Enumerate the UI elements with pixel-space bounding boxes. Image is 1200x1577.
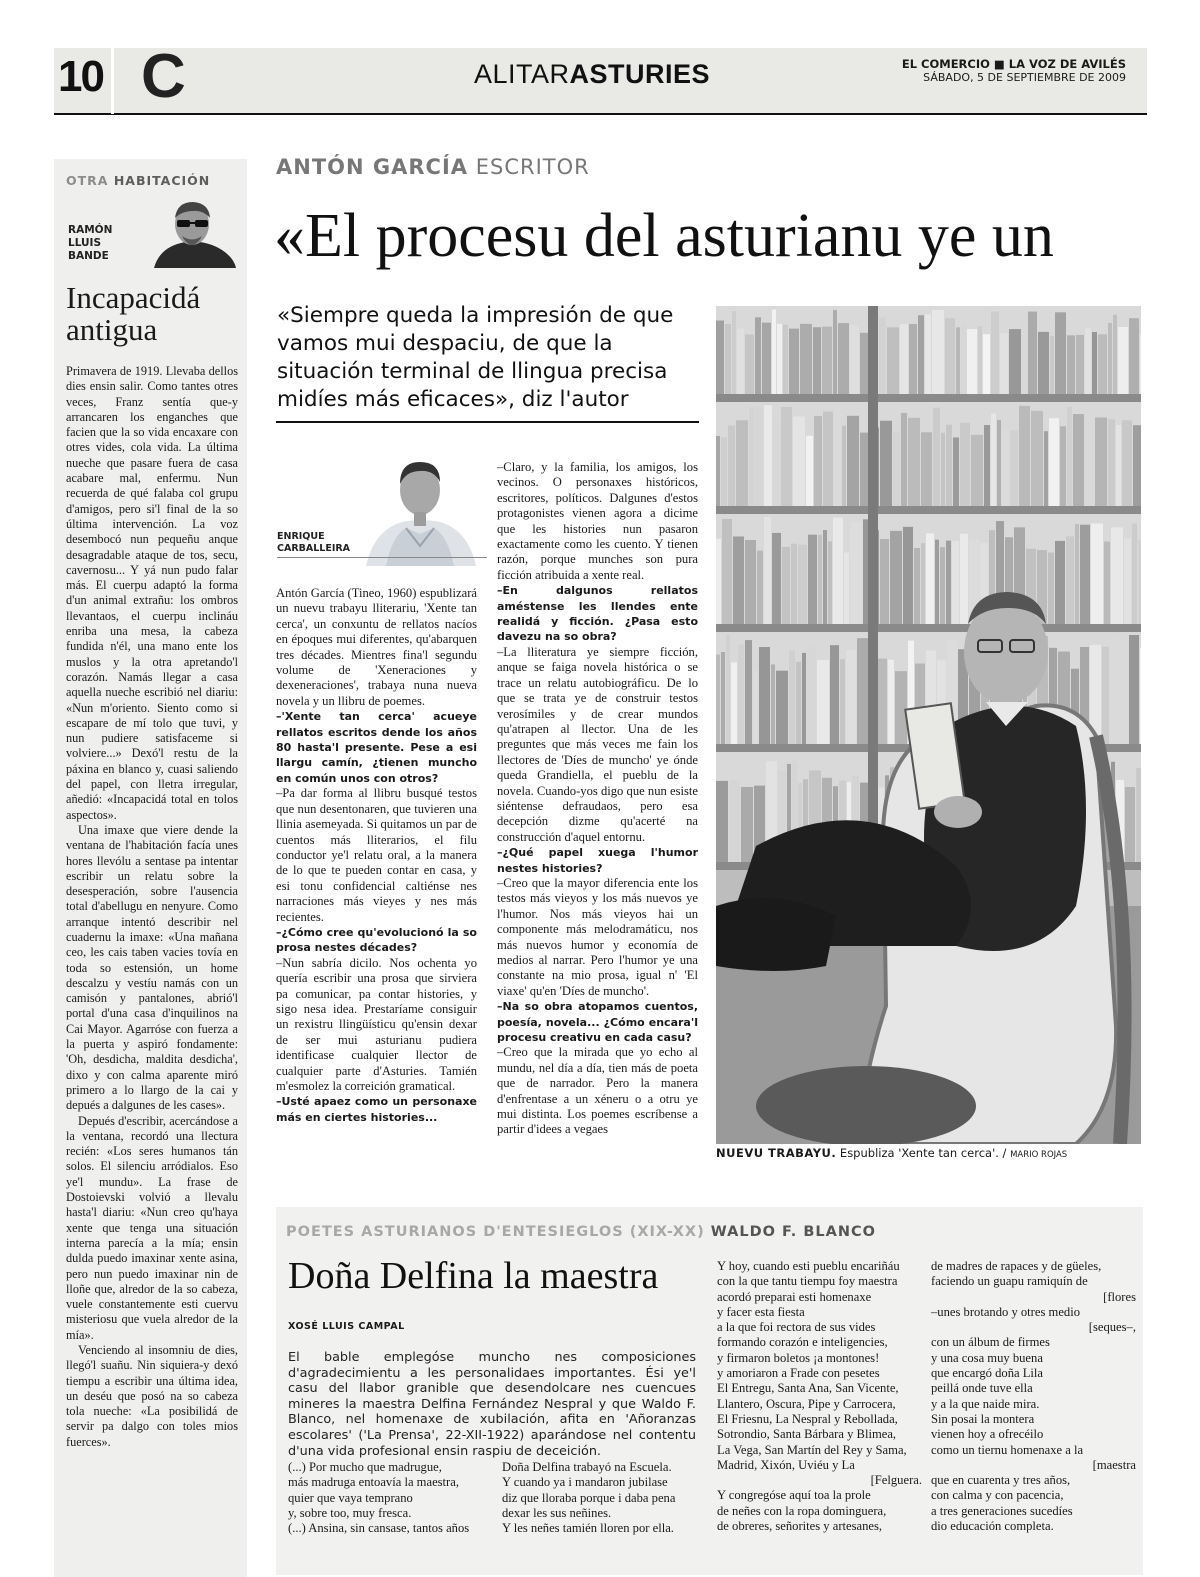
book-spine bbox=[777, 324, 782, 394]
book-spine bbox=[741, 787, 753, 862]
book-spine bbox=[1009, 329, 1021, 394]
book-spine bbox=[921, 432, 932, 506]
poem-line: y a la que naide mira. bbox=[931, 1396, 1040, 1411]
poem-line: El Friesnu, La Nespral y Rebollada, bbox=[717, 1411, 898, 1426]
byline-line: CARBALLEIRA bbox=[277, 543, 351, 554]
book-spine bbox=[773, 421, 780, 506]
book-spine bbox=[1113, 315, 1117, 394]
poem-line: más madruga entoavía la maestra, bbox=[288, 1475, 459, 1490]
section-title bbox=[474, 58, 710, 90]
poem-line: con la que tantu tiempu foy maestra bbox=[717, 1274, 898, 1289]
column-title-line: Incapacidá bbox=[66, 280, 201, 315]
book-spine bbox=[1038, 332, 1049, 394]
book-spine bbox=[738, 644, 744, 744]
poem-line: dio educación completa. bbox=[931, 1519, 1054, 1534]
book-spine bbox=[991, 413, 996, 506]
column-paragraph: Depués d'escribir, acercándose a la ventana, recordó una llectura recién: «Los seres humanos tán solos. El silenciu arródialos. Eso ye'l mundu». La frase de Dostoievski volvió a llevalu hasta'l diariu: «Nun creo qu'haya xente que tenga una situación interna parecía a la mía; ensin dulda puedo imaxinar xente asina, pero nun puedo imaxinar nin de lloñe que, alredor de la so cabeza, vuele constantemente esti cuervu misteriosu que vuela alredor de la mía». bbox=[66, 1113, 238, 1342]
book-spine bbox=[1066, 536, 1074, 624]
book-spine bbox=[933, 408, 940, 506]
interview-subhead: «Siempre queda la impresión de que vamos mui despaciu, de que la situación terminal de llingua precisa midíes más eficaces», diz l'autor bbox=[277, 303, 674, 412]
book-spine bbox=[1104, 542, 1110, 624]
book-spine bbox=[772, 533, 781, 624]
column-body bbox=[66, 364, 238, 1450]
columnist-name-line: RAMÓN bbox=[68, 224, 113, 236]
interview-column-1 bbox=[276, 586, 477, 1125]
book-spine bbox=[1140, 648, 1141, 744]
column-title bbox=[66, 282, 200, 346]
book-spine bbox=[1122, 420, 1132, 506]
poem-kicker-light: POETES ASTURIANOS D'ENTESIEGLOS (XIX-XX) bbox=[286, 1224, 705, 1240]
poem-line: de neñes con la ropa dominguera, bbox=[717, 1503, 887, 1518]
book-spine bbox=[1049, 418, 1059, 506]
book-spine bbox=[822, 327, 832, 394]
book-spine bbox=[900, 324, 908, 394]
poem-line: (...) Por mucho que madrugue, bbox=[288, 1460, 442, 1474]
interview-question: –Na so obra atopamos cuentos, poesía, novela... ¿Cómo encara'l procesu creativu en cada casu? bbox=[497, 1000, 698, 1045]
interview-paragraph: –Pa dar forma al llibru busqué testos que nun desentonaren, que tuvieren una llinia asemeyada. Si quitamos un par de cuentos más lliterarios, el filu conductor ye'l relatu oral, a la manera de lo que te pueden contar en casa, y esi tonu confidencial caltiénse nes narraciones más vieyes y nes más recientes. bbox=[276, 786, 477, 924]
header-rule bbox=[54, 113, 1147, 115]
poem-line: –unes brotando y otres medio bbox=[931, 1304, 1080, 1319]
book-spine bbox=[1111, 527, 1123, 624]
poem-line: y una cosa muy buena bbox=[931, 1350, 1043, 1365]
page-number: 10 bbox=[58, 52, 103, 101]
book-spine bbox=[1108, 323, 1112, 394]
column-paragraph: Venciendo al insomniu de dies, llegó'l suañu. Nin siquiera-y dexó tiempu a escribir una última idea, un deséu que posó na so cabeza tola nueche: «La posibilidá de servir pa dalgo con toles mios fuerces». bbox=[66, 1343, 238, 1449]
poem-stanza-4 bbox=[931, 1259, 1136, 1534]
poem-line: y, sobre too, muy fresca. bbox=[288, 1505, 412, 1520]
book-spine bbox=[909, 324, 917, 394]
book-spine bbox=[1067, 407, 1072, 506]
byline-rule bbox=[277, 557, 487, 558]
book-spine bbox=[991, 311, 999, 394]
book-spine bbox=[1055, 312, 1066, 394]
book-spine bbox=[771, 664, 775, 744]
book-spine bbox=[798, 545, 807, 624]
book-spine bbox=[833, 518, 843, 624]
book-spine bbox=[781, 407, 792, 506]
book-spine bbox=[846, 650, 856, 744]
book-spine bbox=[1048, 552, 1054, 624]
poem-line: Sin posai la montera bbox=[931, 1411, 1035, 1426]
poem-line: como un tiernu homenaxe a la bbox=[931, 1442, 1084, 1457]
book-spine bbox=[893, 432, 900, 506]
poem-line: [seques–, bbox=[1088, 1320, 1136, 1335]
book-spine bbox=[978, 326, 982, 394]
poem-line: y firmaron boletos ¡a montones! bbox=[717, 1350, 880, 1365]
poem-stanza-2 bbox=[502, 1460, 707, 1536]
book-spine bbox=[732, 311, 736, 394]
poem-line: Y congregóse aquí toa la prole bbox=[717, 1488, 871, 1503]
book-spine bbox=[823, 412, 833, 506]
poem-line: y amoriaron a Frade con pesetes bbox=[717, 1366, 880, 1381]
book-spine bbox=[813, 327, 821, 394]
book-spine bbox=[1133, 425, 1141, 506]
book-spine bbox=[1076, 335, 1084, 394]
book-spine bbox=[728, 425, 735, 506]
poem-line: que encargó doña Lila bbox=[931, 1366, 1044, 1381]
poem-line: [flores bbox=[1103, 1289, 1136, 1304]
interview-question: –'Xente tan cerca' acueye rellatos escritos dende los años 80 hasta'l presente. Pese a esi llargu camín, ¿tienen muncho en común unos con otros? bbox=[276, 710, 477, 785]
poem-byline: XOSÉ LLUIS CAMPAL bbox=[288, 1321, 405, 1332]
poem-line: vienen hoy a ofrecéilo bbox=[931, 1427, 1044, 1442]
book-spine bbox=[903, 527, 913, 624]
book-spine bbox=[1085, 434, 1094, 506]
poem-line: quier que vaya temprano bbox=[288, 1490, 413, 1505]
book-spine bbox=[1019, 406, 1030, 506]
book-spine bbox=[887, 327, 899, 394]
book-spine bbox=[791, 544, 797, 624]
book-spine bbox=[733, 536, 744, 624]
book-spine bbox=[1110, 638, 1120, 744]
column-title-line: antigua bbox=[66, 312, 158, 347]
book-spine bbox=[1124, 539, 1131, 624]
subhead-rule bbox=[276, 421, 699, 423]
book-spine bbox=[1140, 335, 1141, 394]
book-spine bbox=[1085, 328, 1091, 394]
poem-line: de obreres, señorites y artesanes, bbox=[717, 1519, 883, 1534]
book-spine bbox=[1050, 336, 1054, 394]
book-spine bbox=[764, 517, 771, 624]
poem-line: y facer esta fiesta bbox=[717, 1304, 805, 1319]
poem-stanza-3 bbox=[717, 1259, 922, 1534]
poem-kicker-bold: WALDO F. BLANCO bbox=[710, 1224, 876, 1240]
section-letter: C bbox=[141, 42, 186, 111]
book-spine bbox=[838, 323, 849, 394]
interview-paragraph: –Nun sabría dicilo. Nos ochenta yo quería escribir una prosa que sirviera pa comunicar, pa contar histories, y sigo nesa idea. Prestaríame consiguir un rexistru llingüísticu qu'ensin dexar de ser mui asturianu pudiera identificase cualquier llector de cualquier parte d'Asturies. Tamién m'esmolez la correición gramatical. bbox=[276, 955, 477, 1093]
book-spine bbox=[764, 405, 772, 506]
book-spine bbox=[796, 662, 801, 744]
book-spine bbox=[1075, 524, 1079, 624]
interview-paragraph: –La lliteratura ye siempre ficción, anque se faiga novela histórica o se trace un relatu autobiográficu. De lo que se trata ye de construir testos verosímiles y de crear mundos qu'atrapen al llector. Una de les preguntes que más veces me fain los llectores de 'Díes de muncho' ye ónde queda Grandiella, el pueblu de la novela. Cuando-yos digo que nun esiste siéntense defraudaos, pero esa decepción dizme qu'acerté na construcción d'aquel entornu. bbox=[497, 644, 698, 844]
columnist-name-line: BANDE bbox=[68, 250, 109, 262]
book-spine bbox=[1022, 316, 1027, 394]
poem-kicker bbox=[286, 1224, 876, 1240]
poem-line: Doña Delfina trabayó na Escuela. bbox=[502, 1460, 672, 1474]
book-spine bbox=[1044, 431, 1048, 506]
poem-line: con un álbum de firmes bbox=[931, 1335, 1050, 1350]
interview-question: –Usté apaez como un personaxe más en ciertes histories... bbox=[276, 1095, 477, 1124]
poem-line: a tres generaciones sucedíes bbox=[931, 1503, 1073, 1518]
newspaper-names: EL COMERCIO ■ LA VOZ DE AVILÉS bbox=[901, 57, 1126, 71]
book-spine bbox=[971, 435, 983, 506]
poem-line: acordó preparai esti homenaxe bbox=[717, 1289, 872, 1304]
book-spine bbox=[808, 535, 817, 624]
book-spine bbox=[731, 662, 737, 744]
book-spine bbox=[1055, 541, 1065, 624]
poem-line: diz que lloraba porque i daba pena bbox=[502, 1490, 676, 1505]
caption-label: NUEVU TRABAYU. bbox=[716, 1146, 837, 1160]
poem-stanza-1 bbox=[288, 1460, 493, 1536]
book-spine bbox=[759, 647, 770, 744]
caption-text: Espubliza 'Xente tan cerca'. / bbox=[839, 1146, 1007, 1160]
interviewee-role: ESCRITOR bbox=[475, 155, 590, 179]
book-spine bbox=[823, 530, 827, 624]
book-spine bbox=[921, 543, 925, 624]
book-spine bbox=[850, 325, 859, 394]
book-spine bbox=[1102, 647, 1109, 744]
book-spine bbox=[806, 436, 813, 506]
book-spine bbox=[1116, 425, 1121, 506]
book-spine bbox=[1129, 318, 1139, 394]
book-spine bbox=[1132, 524, 1137, 624]
book-spine bbox=[1067, 335, 1075, 394]
poem-line: [Felguera. bbox=[870, 1473, 922, 1488]
book-spine bbox=[925, 315, 931, 394]
book-spine bbox=[833, 310, 837, 394]
poem-line: dexar les sus neñines. bbox=[502, 1505, 612, 1520]
book-spine bbox=[1060, 426, 1066, 506]
book-spine bbox=[952, 541, 959, 624]
book-spine bbox=[1118, 327, 1128, 394]
book-spine bbox=[1129, 635, 1139, 744]
book-spine bbox=[918, 315, 924, 394]
book-spine bbox=[782, 547, 790, 624]
book-spine bbox=[729, 780, 740, 862]
interviewer-byline bbox=[277, 531, 350, 555]
book-spine bbox=[736, 420, 748, 506]
book-spine bbox=[842, 426, 846, 506]
book-spine bbox=[847, 416, 859, 506]
book-spine bbox=[932, 310, 944, 394]
photo-caption bbox=[716, 1146, 1146, 1163]
columnist-name bbox=[68, 224, 112, 263]
columnist-name-line: LLUIS bbox=[68, 237, 102, 249]
interview-paragraph: Antón García (Tineo, 1960) espublizará un nuevu trabayu lliterariu, 'Xente tan cerca', un conxuntu de rellatos nacíos en époques mui diferentes, qu'abarquen tres décades. Mientres fina'l segundu volume de 'Xeneraciones y dexeneraciones', trabaya nuna nueva novela y un llibru de poemes. bbox=[276, 586, 477, 708]
book-spine bbox=[961, 325, 966, 394]
book-spine bbox=[716, 539, 721, 624]
book-spine bbox=[745, 640, 752, 744]
book-spine bbox=[1000, 333, 1008, 394]
book-spine bbox=[1010, 431, 1018, 506]
interviewee-name: ANTÓN GARCÍA bbox=[276, 155, 469, 179]
book-spine bbox=[1095, 417, 1107, 506]
poem-line: Y les neñes tamién lloren por ella. bbox=[502, 1521, 674, 1536]
book-spine bbox=[1136, 768, 1141, 862]
book-spine bbox=[850, 522, 862, 624]
book-spine bbox=[745, 335, 754, 394]
poem-title: Doña Delfina la maestra bbox=[288, 1255, 659, 1297]
book-spine bbox=[1108, 419, 1115, 506]
book-spine bbox=[802, 653, 806, 744]
poem-line: Y cuando ya i mandaron jubilase bbox=[502, 1475, 668, 1490]
poem-line: El Entregu, Santa Ana, San Vicente, bbox=[717, 1381, 899, 1396]
book-spine bbox=[1092, 332, 1097, 394]
poem-line: Madrid, Xixón, Uviéu y La bbox=[717, 1457, 855, 1472]
interviewer-photo bbox=[356, 450, 484, 566]
interview-column-2 bbox=[497, 460, 698, 1138]
book-spine bbox=[880, 421, 892, 506]
sidebar-kicker bbox=[66, 173, 210, 188]
interview-question: –¿Cómo cree qu'evolucionó la so prosa nestes décades? bbox=[276, 925, 477, 955]
poem-intro: El bable emplegóse muncho nes composiciones d'agradecimientu a les personalidaes importantes. Ési ye'l casu del llabor granible que desendolcare nes cuencues mineres la maestra Delfina Fernández Nespral y que Waldo F. Blanco, nel homenaxe de xubilación, afita en 'Añoranzas escolares' ('La Prensa', 22-XII-1922) aparándose nel contentu d'una vida profesional ensin raspiu de deceición. bbox=[288, 1350, 696, 1459]
book-spine bbox=[807, 645, 816, 744]
book-spine bbox=[834, 408, 841, 506]
book-spine bbox=[946, 541, 951, 624]
book-spine bbox=[793, 417, 805, 506]
book-spine bbox=[749, 408, 754, 506]
columnist-photo bbox=[146, 196, 238, 268]
book-spine bbox=[941, 433, 945, 506]
poem-line: (...) Ansina, sin cansase, tantos años bbox=[288, 1521, 470, 1536]
book-spine bbox=[940, 547, 945, 624]
book-spine bbox=[753, 671, 758, 744]
book-spine bbox=[967, 329, 977, 394]
interview-question: –¿Qué papel xuega l'humor nestes histories? bbox=[497, 846, 698, 875]
sidebar-kicker-light: OTRA bbox=[66, 173, 109, 188]
book-spine bbox=[755, 407, 763, 506]
book-spine bbox=[953, 437, 959, 506]
book-spine bbox=[914, 548, 920, 624]
section-prefix: ALITAR bbox=[474, 59, 570, 89]
book-spine bbox=[722, 519, 732, 624]
book-spine bbox=[926, 533, 934, 624]
book-spine bbox=[840, 659, 845, 744]
book-spine bbox=[895, 671, 907, 744]
caption-credit: MARIO ROJAS bbox=[1010, 1150, 1068, 1160]
book-spine bbox=[716, 321, 724, 394]
book-spine bbox=[1002, 430, 1009, 506]
book-spine bbox=[945, 318, 955, 394]
poem-line: faciendo un guapu ramiquín de bbox=[931, 1274, 1088, 1289]
book-spine bbox=[783, 325, 788, 394]
book-spine bbox=[1028, 312, 1037, 394]
book-spine bbox=[908, 418, 920, 506]
book-spine bbox=[814, 416, 822, 506]
book-spine bbox=[721, 437, 727, 506]
book-spine bbox=[757, 551, 763, 624]
poem-line: [maestra bbox=[1092, 1457, 1136, 1472]
book-spine bbox=[828, 541, 832, 624]
main-photo bbox=[716, 306, 1141, 1144]
book-spine bbox=[716, 436, 720, 506]
book-spine bbox=[776, 671, 788, 744]
book-spine bbox=[890, 531, 902, 624]
book-spine bbox=[901, 413, 907, 506]
book-spine bbox=[860, 333, 869, 394]
book-spine bbox=[946, 425, 952, 506]
book-spine bbox=[935, 540, 939, 624]
byline-line: ENRIQUE bbox=[277, 531, 325, 542]
book-spine bbox=[817, 660, 829, 744]
issue-date: SÁBADO, 5 DE SEPTIEMBRE DE 2009 bbox=[923, 71, 1126, 84]
book-spine bbox=[745, 540, 756, 624]
book-spine bbox=[789, 329, 799, 394]
book-spine bbox=[983, 334, 990, 394]
book-spine bbox=[1091, 524, 1103, 624]
book-spine bbox=[960, 534, 968, 624]
book-spine bbox=[844, 552, 849, 624]
sidebar-kicker-bold: HABITACIÓN bbox=[113, 173, 211, 188]
book-spine bbox=[789, 650, 795, 744]
poem-line: Sotrondio, Santa Bárbara y Blimea, bbox=[717, 1427, 897, 1442]
book-spine bbox=[1121, 639, 1128, 744]
book-spine bbox=[830, 645, 839, 744]
book-spine bbox=[1138, 540, 1141, 624]
book-spine bbox=[737, 329, 744, 394]
book-spine bbox=[1125, 787, 1135, 862]
book-spine bbox=[1098, 334, 1107, 394]
book-spine bbox=[772, 310, 776, 394]
book-spine bbox=[818, 535, 822, 624]
book-spine bbox=[725, 324, 731, 394]
interview-paragraph: –Claro, y la familia, los amigos, los vecinos. O personaxes históricos, escritores, políticos. Dalgunes d'estos protagonistes vienen agora a dicime que les histories nun pasaron exactamente como les cuento. Y tienen razón, porque munches son pura ficción atribuida a xente real. bbox=[497, 460, 698, 582]
interview-paragraph: –Creo que la mirada que yo echo al mundu, nel día a día, tien más de poeta que de narrador. Pero la manera d'enfrentase a un xéneru o a otru ye mui distinta. Los poemes escríbense a partir d'idees a vegaes bbox=[497, 1045, 698, 1137]
book-spine bbox=[716, 781, 728, 862]
poem-line: que en cuarenta y tres años, bbox=[931, 1473, 1071, 1488]
book-spine bbox=[888, 660, 894, 744]
section-divider bbox=[111, 48, 114, 114]
column-paragraph: Primavera de 1919. Llevaba dellos dies ensin salir. Como tantes otres veces, Franz sentía que-y arrancaren los enganches que facien que la so vida encaxare con otres vides, cola vida. La última nueche que pasare fuera de casa acabare mal, enfermu. Nun recuerda de qué falaba col grupu d'amigos, pero si'l final de la so última intervención. La voz desembocó nun pequeñu anque desagradable ataque de tos, secu, cavernosu... Y yá nun pudo falar más. El cuerpu adaptó la forma d'un animal extrañu: los ombros llevantaos, el cuerpu inclináu enriba una mesa, la cabeza fundida n'él, una mano ente los muslos y la otra apretando'l corazón. Namás llegar a casa aquella nueche escribió nel diariu: «Nun m'oriento. Siento como si escapare de mí tolo que tuvi, y nun pudiere satisfaceme si volviere...» Dexó'l restu de la páxina en blanco y, cuasi saliendo del papel, con lletra irregular, añedió: «Incapacidá total en tolos aspectos». bbox=[66, 364, 238, 822]
poem-line: a la que foi rectora de sus vides bbox=[717, 1320, 876, 1335]
book-spine bbox=[1080, 525, 1090, 624]
poem-line: con calma y con pacencia, bbox=[931, 1488, 1064, 1503]
section-name: ASTURIES bbox=[569, 59, 711, 89]
poem-line: Y hoy, cuando esti pueblu encariñáu bbox=[717, 1259, 900, 1273]
book-spine bbox=[1031, 411, 1043, 506]
book-spine bbox=[726, 635, 730, 744]
poem-line: formando corazón e inteligencies, bbox=[717, 1335, 888, 1350]
book-spine bbox=[755, 317, 761, 394]
poem-line: La Vega, San Martín del Rey y Sama, bbox=[717, 1442, 907, 1457]
book-spine bbox=[997, 420, 1001, 506]
book-spine bbox=[984, 425, 990, 506]
book-spine bbox=[716, 655, 720, 744]
book-spine bbox=[956, 327, 960, 394]
book-spine bbox=[762, 323, 771, 394]
interview-headline: «El procesu del asturianu ye un bbox=[274, 202, 1054, 270]
book-spine bbox=[880, 539, 889, 624]
book-spine bbox=[1073, 414, 1084, 506]
interview-question: –En dalgunos rellatos améstense les llendes ente realidá y ficción. ¿Pasa esto davezu na so obra? bbox=[497, 584, 698, 644]
poem-line: Llantero, Oscura, Pipe y Carrocera, bbox=[717, 1396, 896, 1411]
book-spine bbox=[800, 324, 812, 394]
book-spine bbox=[960, 423, 970, 506]
poem-line: de madres de rapaces y de güeles, bbox=[931, 1259, 1102, 1273]
book-spine bbox=[857, 638, 869, 744]
interview-kicker bbox=[276, 155, 590, 179]
book-spine bbox=[721, 652, 725, 744]
interview-paragraph: –Creo que la mayor diferencia ente los testos más vieyos y los más nuevos ye l'humor. Nos más vieyos hai un componente más melodramáticu, nos más nuevos humor y economía de medios al narrar. Pero l'humor ye una constante na mio prosa, igual n' 'El viaxe' qu'en 'Díes de muncho'. bbox=[497, 875, 698, 998]
poem-line: peillá onde tuve ella bbox=[931, 1381, 1033, 1396]
column-paragraph: Una imaxe que viere dende la ventana de l'habitación facía unes hores llevólu a sentase pa intentar escribir un relatu sobre la desesperación, sobre l'ausencia total d'abellugu en nenyure. Como arranque intentó describir nel cuadernu la imaxe: «Una mañana ceo, les cais taben vacies tovía en toda so estensión, un home descalzu y vestíu namás con un camisón y pantalones, abrió'l portal d'una casa d'inquilinos na Cai Mayor. Agarróse con fuerza a la puerta y aspiró fondamente: 'Oh, desdicha, maldita desdicha', dixo y con calma aparente miró primero a lo llargo de la cai y depués a dalgunes de les cases». bbox=[66, 822, 238, 1113]
book-spine bbox=[879, 317, 886, 394]
